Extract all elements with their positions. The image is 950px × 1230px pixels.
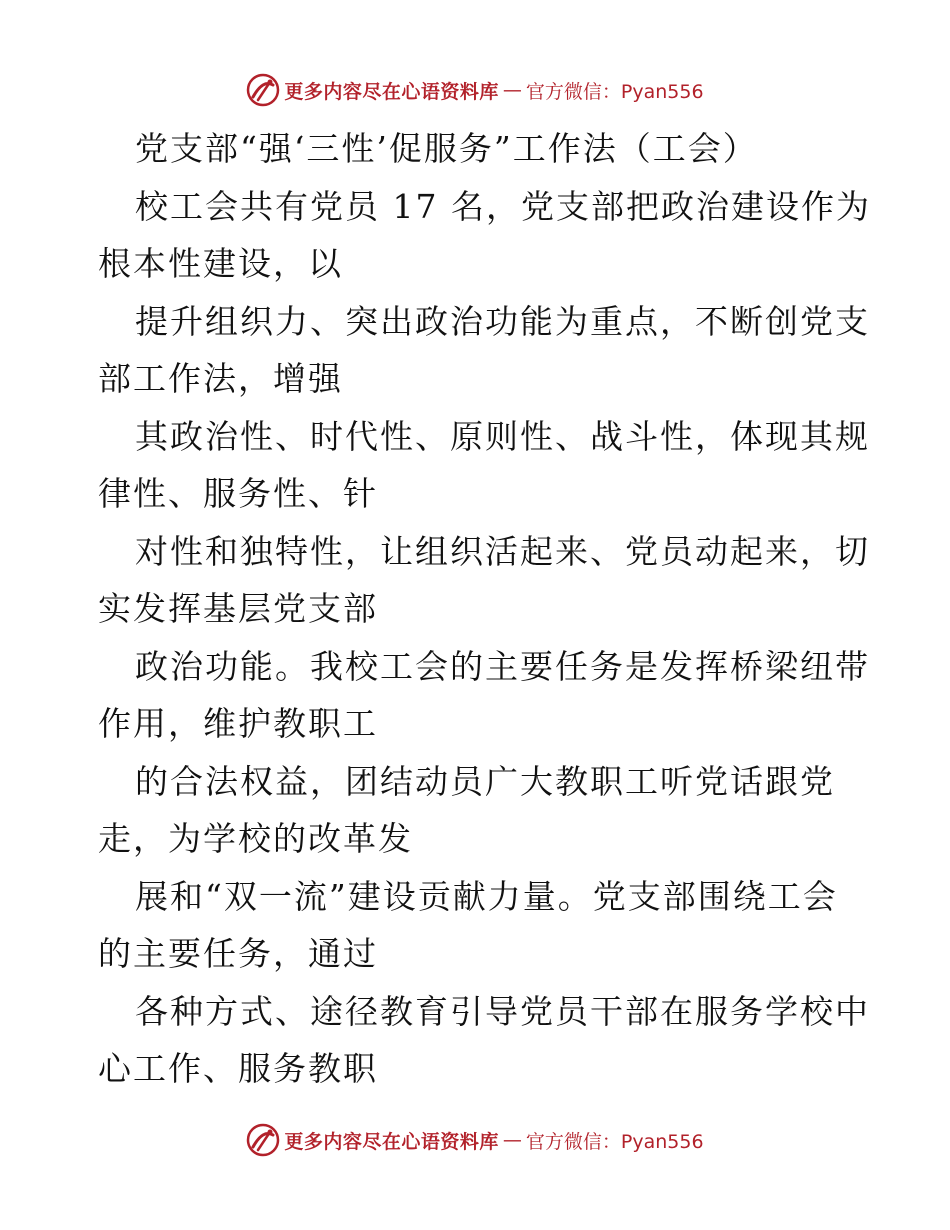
paragraph-line: 提升组织力、突出政治功能为重点，不断创党支 [135, 301, 870, 341]
paragraph-line: 政治功能。我校工会的主要任务是发挥桥梁纽带 [135, 646, 870, 686]
footer-banner-separator: — [502, 1129, 522, 1151]
header-banner-text: 更多内容尽在心语资料库 [284, 80, 499, 103]
footer-banner-contact: 官方微信：Pyan556 [525, 1130, 704, 1153]
footer-banner-text: 更多内容尽在心语资料库 [284, 1130, 499, 1153]
brand-logo-icon [246, 1123, 280, 1157]
paragraph-line: 走，为学校的改革发 [98, 819, 413, 858]
paragraph-line: 的合法权益，团结动员广大教职工听党话跟党 [135, 761, 835, 801]
header-banner-separator: — [502, 79, 522, 101]
document-title-line: 党支部“强‘三性’促服务”工作法（工会） [135, 129, 758, 168]
header-banner-contact: 官方微信：Pyan556 [525, 80, 704, 103]
header-banner-inner [246, 73, 703, 107]
paragraph-line: 的主要任务，通过 [98, 934, 378, 973]
brand-logo-icon [246, 73, 280, 107]
paragraph-line: 心工作、服务教职 [98, 1049, 378, 1088]
header-banner [0, 70, 950, 110]
footer-banner-inner [246, 1123, 703, 1157]
paragraph-line: 部工作法，增强 [98, 359, 343, 398]
paragraph-line: 其政治性、时代性、原则性、战斗性，体现其规 [135, 416, 870, 456]
paragraph-line: 律性、服务性、针 [98, 474, 378, 513]
paragraph-line: 展和“双一流”建设贡献力量。党支部围绕工会 [135, 876, 838, 916]
paragraph-line: 校工会共有党员 17 名，党支部把政治建设作为 [135, 186, 871, 226]
paragraph-line: 对性和独特性，让组织活起来、党员动起来，切 [135, 531, 870, 571]
document-body [98, 120, 871, 1098]
paragraph-line: 各种方式、途径教育引导党员干部在服务学校中 [135, 991, 870, 1031]
paragraph-line: 作用，维护教职工 [98, 704, 378, 743]
paragraph-line: 实发挥基层党支部 [98, 589, 378, 628]
footer-banner [0, 1120, 950, 1160]
paragraph-line: 根本性建设，以 [98, 244, 343, 283]
